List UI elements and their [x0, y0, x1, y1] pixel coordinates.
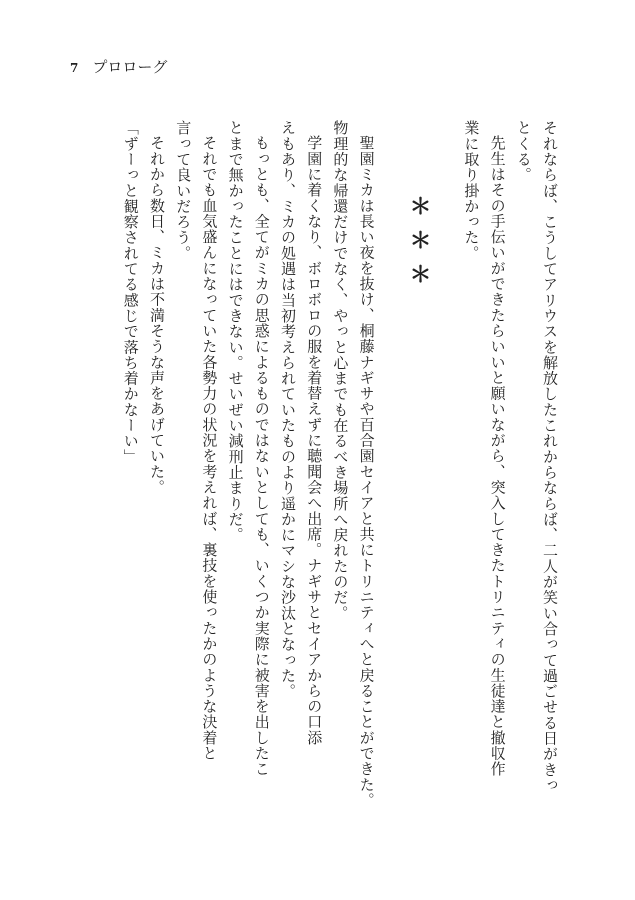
text-line: とくる。 — [514, 120, 533, 183]
text-line: それならば、こうしてアリウスを解放したこれからならば、二人が笑い合って過ごせる日がきっ — [541, 120, 559, 793]
text-line: 「ずーっと観察されてる感じで落ち着かなーい」 — [121, 120, 140, 465]
section-break-asterisks: ＊＊＊ — [406, 194, 432, 297]
text-line: もっとも、全てがミカの思惑によるものではないとしても、いくつか実際に被害を出したこ — [252, 135, 271, 777]
blank-line — [432, 120, 458, 825]
text-line: 業に取り掛かった。 — [462, 120, 481, 261]
text-line: それから数日、ミカは不満そうな声をあげていた。 — [147, 135, 166, 495]
text-line: えもあり、ミカの処遇は当初考えられていたものより遥かにマシな沙汰となった。 — [279, 120, 297, 700]
text-line: それでも血気盛んになっていた各勢力の状況を考えれば、裏技を使ったかのような決着と — [200, 135, 219, 761]
text-line: 学園に着くなり、ボロボロの服を着替えずに聴聞会へ出席。ナギサとセイアからの口添 — [305, 135, 324, 746]
text-line: 言って良いだろう。 — [174, 120, 193, 261]
text-line: 先生はその手伝いができたらいいと願いながら、突入してきたトリニティの生徒達と撤収作 — [488, 135, 507, 777]
text-line: 物理的な帰還だけでなく、やっと心までも在るべき場所へ戻れたのだ。 — [331, 120, 350, 621]
page-number: 7 — [70, 61, 79, 75]
chapter-title: プロローグ — [92, 58, 168, 76]
text-line: 聖園ミカは長い夜を抜け、桐藤ナギサや百合園セイアと共にトリニティへと戻ることができた。 — [357, 135, 376, 808]
page-header — [70, 56, 167, 77]
text-line: とまで無かったことにはできない。せいぜい減刑止まりだ。 — [226, 120, 245, 543]
blank-line — [380, 120, 406, 825]
body-text — [63, 120, 563, 825]
